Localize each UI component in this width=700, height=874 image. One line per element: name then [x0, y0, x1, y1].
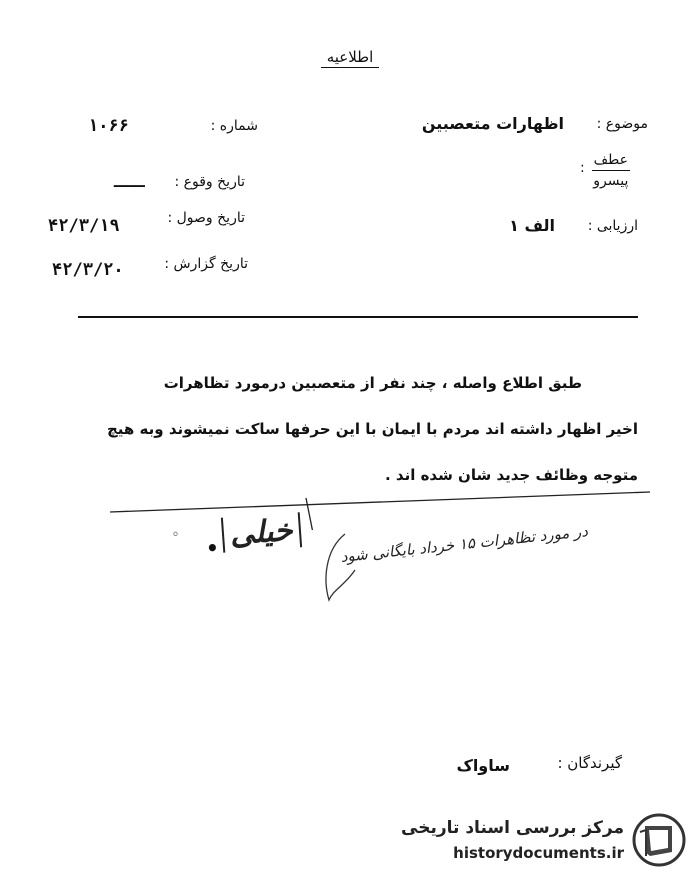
reference-label-bottom: پیسرو — [593, 173, 629, 189]
recipients-label: گیرندگان : — [557, 754, 622, 772]
body-line-1: طبق اطلاع واصله ، چند نفر از متعصبین درمورد تظاهرات — [163, 374, 582, 392]
receipt-date-value: ۴۲/۳/۱۹ — [48, 216, 120, 236]
body-line-2: اخیر اظهار داشته اند مردم با ایمان با این حرفها ساکت نمیشوند وبه هیچ — [106, 420, 638, 438]
handwritten-note: در مورد تظاهرات ۱۵ خرداد بایگانی شود — [339, 522, 589, 566]
body-line-3: متوجه وظائف جدید شان شده اند . — [384, 466, 638, 484]
signature-dot: • — [206, 536, 219, 560]
recipients-value: ساواک — [456, 756, 510, 775]
header-divider — [78, 316, 638, 318]
book-logo-icon — [630, 812, 688, 868]
evaluation-value: الف ۱ — [509, 216, 555, 235]
reference-label — [592, 150, 630, 191]
occurrence-date-label: تاریخ وقوع : — [174, 174, 245, 190]
title-text: اطلاعیه — [321, 48, 380, 68]
subject-label: موضوع : — [596, 116, 648, 132]
handwritten-signature: خیلی — [221, 512, 302, 552]
watermark-url: historydocuments.ir — [453, 844, 624, 862]
report-date-value: ۴۲/۳/۲۰ — [52, 260, 124, 280]
number-value: ۱۰۶۶ — [88, 116, 129, 136]
number-label: شماره : — [210, 118, 258, 134]
reference-colon: : — [580, 160, 585, 176]
handwritten-flourish — [315, 530, 365, 610]
signature-mark: ° — [172, 530, 179, 546]
watermark-org-name: مرکز بررسی اسناد تاریخی — [401, 818, 624, 838]
document-title — [0, 48, 700, 68]
occurrence-date-value: ـــ — [114, 172, 145, 192]
evaluation-label: ارزیابی : — [587, 218, 638, 234]
report-date-label: تاریخ گزارش : — [164, 256, 248, 272]
subject-value: اظهارات متعصبین — [421, 114, 564, 133]
receipt-date-label: تاریخ وصول : — [167, 210, 245, 226]
reference-label-top: عطف — [592, 150, 630, 171]
